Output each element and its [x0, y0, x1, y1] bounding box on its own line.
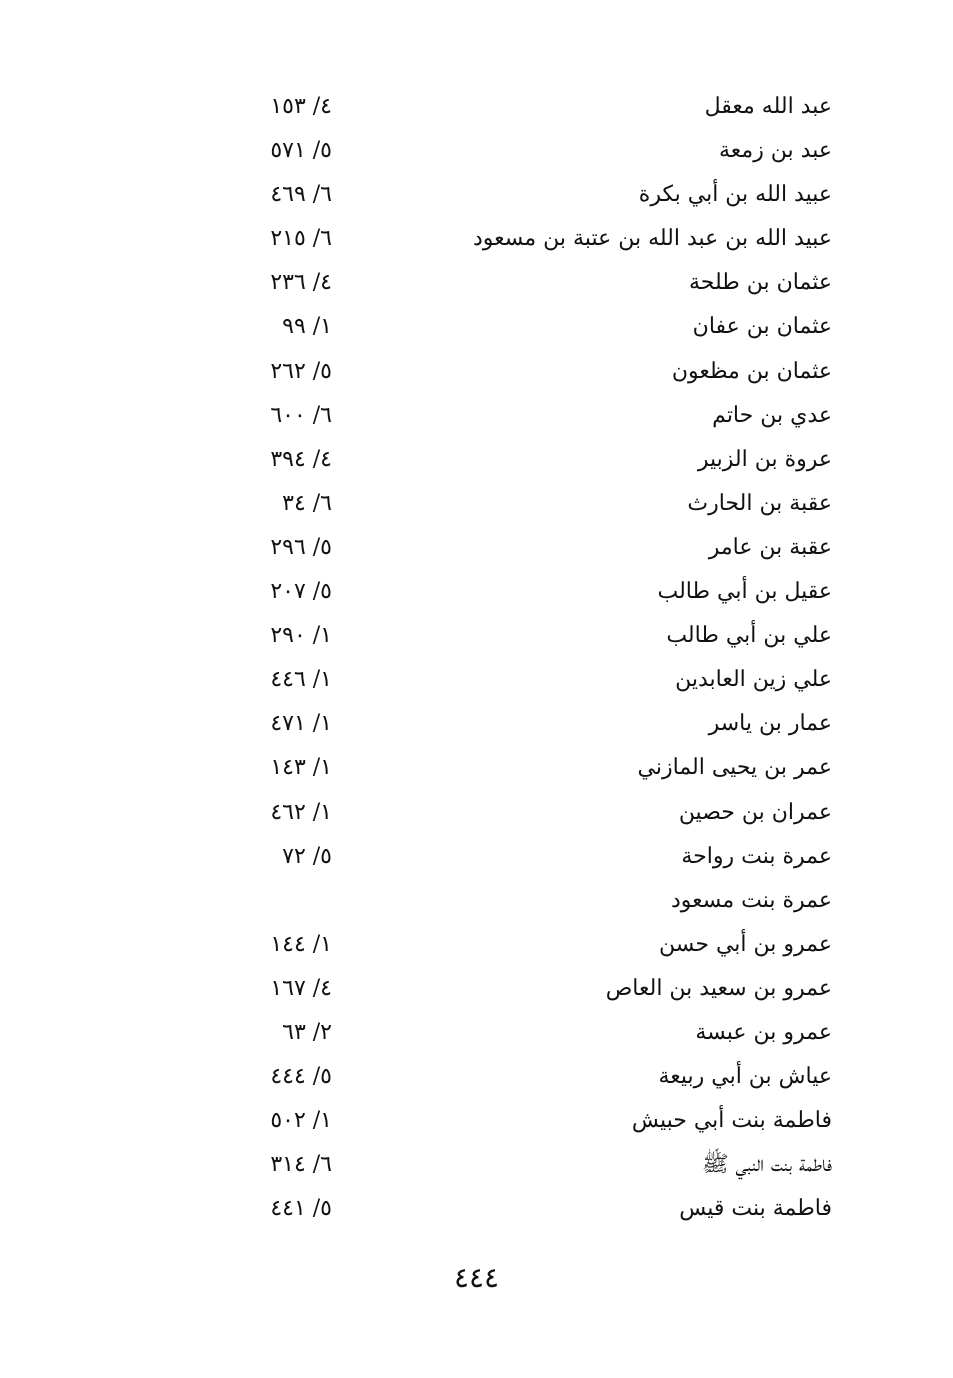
entry-name: عدي بن حاتم [712, 402, 832, 428]
entry-reference: ٥/ ٢٠٧ [270, 579, 332, 605]
entry-reference: ٥/ ٥٧١ [270, 138, 332, 164]
entry-reference: ١/ ٤٧١ [270, 711, 332, 737]
index-entry [240, 924, 840, 968]
entry-reference: ١/ ٥٠٢ [270, 1108, 332, 1134]
entry-reference: ٤/ ٢٣٦ [270, 270, 332, 296]
index-entry [240, 306, 840, 350]
entry-name: عمار بن ياسر [708, 711, 832, 737]
index-entry [240, 1012, 840, 1056]
entry-reference: ٢/ ٦٣ [282, 1019, 332, 1045]
index-entry [240, 439, 840, 483]
index-entry [240, 351, 840, 395]
entry-reference: ٤/ ٣٩٤ [270, 446, 332, 472]
index-entry [240, 527, 840, 571]
index-entry [240, 262, 840, 306]
index-entry [240, 615, 840, 659]
entry-name: عياش بن أبي ربيعة [658, 1064, 832, 1090]
entry-name: فاطمة بنت أبي حبيش [631, 1108, 832, 1134]
entry-reference: ٦/ ٣١٤ [270, 1152, 332, 1178]
index-entry [240, 1100, 840, 1144]
entry-name: علي زين العابدين [675, 667, 832, 693]
entry-name: عبيد الله بن أبي بكرة [638, 182, 832, 208]
entry-reference: ٤/ ١٥٣ [270, 94, 332, 119]
index-entry [240, 659, 840, 703]
index-entry [240, 571, 840, 615]
entry-name: علي بن أبي طالب [666, 623, 832, 649]
entry-reference: ٦/ ٦٠٠ [270, 402, 332, 428]
entry-name: عقبة بن عامر [708, 534, 832, 560]
index-entry [240, 747, 840, 791]
entry-name: عمرة بنت رواحة [681, 843, 832, 869]
entry-reference: ٥/ ٧٢ [282, 843, 332, 869]
entry-reference: ١/ ٢٩٠ [270, 623, 332, 649]
entry-reference: ٥/ ٤٤١ [270, 1196, 332, 1222]
entry-name: عثمان بن عفان [692, 314, 832, 340]
index-entry [240, 395, 840, 439]
entry-name: عثمان بن مظعون [671, 358, 832, 384]
page-number: ٤٤٤ [453, 1261, 500, 1294]
index-entry [240, 1056, 840, 1100]
index-entry [240, 703, 840, 747]
index-entry [240, 483, 840, 527]
index-entry [240, 130, 840, 174]
entry-name: عمرو بن عبسة [695, 1019, 832, 1045]
entry-name: عمرو بن سعيد بن العاص [605, 975, 832, 1001]
entry-reference: ١/ ١٤٤ [270, 931, 332, 957]
entry-name: عمرة بنت مسعود [670, 887, 832, 913]
index-entry [240, 218, 840, 262]
index-entry [240, 792, 840, 836]
entry-reference: ١/ ١٤٣ [270, 755, 332, 781]
entry-name: عبد الله معقل [704, 94, 832, 119]
entry-reference: ٤/ ١٦٧ [270, 975, 332, 1001]
entry-name: عمران بن حصين [678, 799, 832, 825]
entry-name: عبيد الله بن عبد الله بن عتبة بن مسعود [473, 226, 832, 252]
entry-name: عروة بن الزبير [697, 446, 832, 472]
index-entry [240, 86, 840, 130]
index-entry [240, 1144, 840, 1188]
entry-name: فاطمة بنت قيس [679, 1196, 832, 1222]
entry-name: فاطمة بنت النبي ﷺ [701, 1152, 832, 1178]
index-entry [240, 968, 840, 1012]
index-entry [240, 174, 840, 218]
entry-reference: ٥/ ٢٦٢ [270, 358, 332, 384]
entry-reference: ٦/ ٢١٥ [270, 226, 332, 252]
entry-reference: ٦/ ٣٤ [282, 490, 332, 516]
index-entry [240, 880, 840, 924]
entry-reference: ١/ ٩٩ [282, 314, 332, 340]
index-entry [240, 1188, 840, 1232]
index-entry [240, 836, 840, 880]
entry-name: عبد بن زمعة [719, 138, 832, 164]
entry-name: عمرو بن أبي حسن [658, 931, 832, 957]
entry-reference: ٥/ ٢٩٦ [270, 534, 332, 560]
entry-name: عقبة بن الحارث [687, 490, 832, 516]
entry-name: عمر بن يحيى المازني [637, 755, 832, 781]
entry-name: عثمان بن طلحة [689, 270, 832, 296]
entry-reference: ٦/ ٤٦٩ [270, 182, 332, 208]
name-index-list [240, 86, 840, 1232]
entry-reference: ١/ ٤٦٢ [270, 799, 332, 825]
entry-reference: ٥/ ٤٤٤ [270, 1064, 332, 1090]
entry-name: عقيل بن أبي طالب [657, 579, 832, 605]
entry-reference: ١/ ٤٤٦ [270, 667, 332, 693]
